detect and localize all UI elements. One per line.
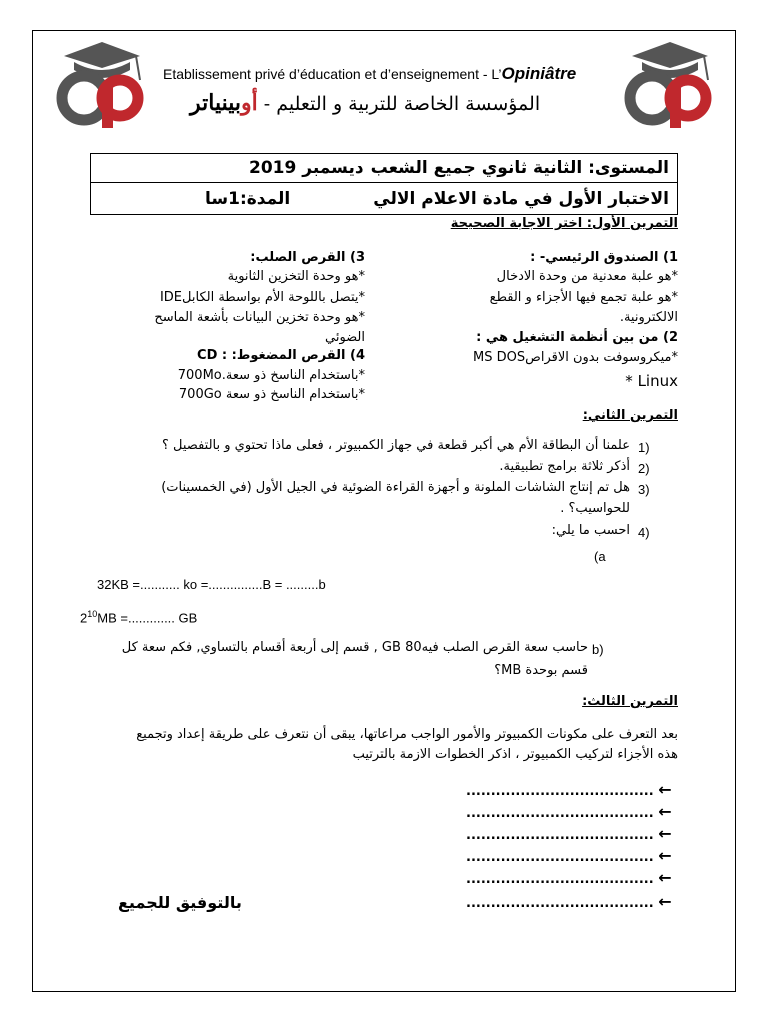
answer-line-3 bbox=[466, 824, 672, 843]
ex2-num-1: 1) bbox=[638, 440, 650, 455]
answer-dots: ...................................... bbox=[466, 872, 654, 887]
ex3-line-2: هذه الأجزاء لتركيب الكمبيوتر ، اذكر الخطوات الازمة بالترتيب bbox=[352, 747, 678, 762]
exam-title: الاختبار الأول في مادة الاعلام الالي bbox=[373, 188, 669, 209]
ex1-q1-b: *هو علبة تجمع فيها الأجزاء و القطع bbox=[489, 290, 678, 305]
header-french bbox=[163, 64, 576, 84]
ex2-qb: حاسب سعة القرص الصلب فيه80 GB , قسم إلى أربعة أقسام بالتساوي, فكم سعة كل bbox=[121, 640, 588, 655]
ex1-q2-a: *ميكروسوفت بدون الاقراصMS DOS bbox=[473, 350, 678, 365]
arrow-icon: ← bbox=[658, 802, 672, 821]
header-arabic bbox=[190, 90, 540, 116]
header-french-brand: Opiniâtre bbox=[501, 64, 577, 83]
ex1-q4: 4) القرص المضغوط: : CD bbox=[197, 348, 365, 363]
ex2-sub-b: b) bbox=[592, 642, 604, 657]
ex1-q4-a: *باستخدام الناسخ ذو سعة.700Mo bbox=[177, 368, 365, 383]
header-arabic-brand bbox=[190, 90, 258, 116]
answer-dots: ...................................... bbox=[466, 850, 654, 865]
answer-dots: ...................................... bbox=[466, 896, 654, 911]
ex3-line-1: بعد التعرف على مكونات الكمبيوتر والأمور الواجب مراعاتها، يبقى أن نتعرف على طريقة إعداد وتجميع bbox=[136, 727, 678, 742]
ex1-q3-a: *هو وحدة التخزين الثانوية bbox=[227, 269, 365, 284]
ex2-sub-a: (a bbox=[594, 549, 606, 564]
exam-date: ديسمبر 2019 bbox=[249, 158, 364, 178]
answer-dots: ...................................... bbox=[466, 806, 654, 821]
ex1-q1: 1) الصندوق الرئيسي- : bbox=[530, 250, 678, 265]
answer-line-2 bbox=[466, 802, 672, 821]
ex2-q3: هل تم إنتاج الشاشات الملونة و أجهزة القراءة الضوئية في الجيل الأول (في الخمسينات) bbox=[161, 480, 630, 495]
ex2-calc-2-base: 2 bbox=[80, 610, 88, 626]
ex1-q4-b: *باستخدام الناسخ ذو سعة 700Go bbox=[178, 387, 365, 402]
answer-dots: ...................................... bbox=[466, 828, 654, 843]
ex1-title: التمرين الأول: اختر الاجابة الصحيحة bbox=[450, 216, 678, 231]
ex2-title: التمرين الثاني: bbox=[582, 408, 678, 423]
ex2-num-4: 4) bbox=[638, 525, 650, 540]
ex1-q3-b: *يتصل باللوحة الأم بواسطة الكابلIDE bbox=[159, 290, 365, 305]
ex1-q2-b: Linux * bbox=[625, 372, 678, 390]
ex2-calc-2 bbox=[80, 609, 197, 625]
exam-title-box bbox=[90, 183, 678, 215]
header-arabic-text: المؤسسة الخاصة للتربية و التعليم - bbox=[257, 93, 541, 115]
exam-level: المستوى: الثانية ثانوي جميع الشعب bbox=[370, 158, 669, 178]
ex1-q3-c2: الضوئي bbox=[324, 330, 365, 345]
arrow-icon: ← bbox=[658, 892, 672, 911]
ex1-q3-c: *هو وحدة تخزين البيانات بأشعة الماسح bbox=[154, 310, 365, 325]
header-french-text: Etablissement privé d’éducation et d’enseignement - L’ bbox=[163, 66, 502, 82]
ex2-q2: أذكر ثلاثة برامج تطبيقية. bbox=[499, 459, 630, 474]
arrow-icon: ← bbox=[658, 824, 672, 843]
ex1-q1-b2: الالكترونية. bbox=[619, 310, 678, 325]
ex2-num-3: 3) bbox=[638, 482, 650, 497]
arrow-icon: ← bbox=[658, 868, 672, 887]
answer-line-5 bbox=[466, 868, 672, 887]
ex2-q3b: للحواسيب؟ . bbox=[560, 501, 630, 516]
arrow-icon: ← bbox=[658, 780, 672, 799]
answer-line-1 bbox=[466, 780, 672, 799]
ex2-calc-2-exp: 10 bbox=[87, 609, 98, 619]
ex2-num-2: 2) bbox=[638, 461, 650, 476]
ex2-qb2: قسم بوحدة MB؟ bbox=[494, 663, 588, 678]
ex3-title: التمرين الثالث: bbox=[582, 694, 678, 709]
ex1-q1-a: *هو علبة معدنية من وحدة الادخال bbox=[496, 269, 678, 284]
ex2-calc-2-rest: MB =............. GB bbox=[97, 610, 198, 626]
school-logo-left bbox=[44, 34, 156, 134]
header-arabic-brand-rest: بينياتر bbox=[190, 90, 242, 116]
answer-line-6 bbox=[466, 892, 672, 911]
ex2-calc-1: 32KB =........... ko =...............B = .........b bbox=[97, 577, 326, 592]
ex1-q3: 3) القرص الصلب: bbox=[250, 250, 365, 265]
header-arabic-brand-red: أو bbox=[241, 90, 258, 116]
exam-level-box bbox=[90, 153, 678, 183]
school-logo-right bbox=[612, 34, 724, 134]
ex1-q2: 2) من بين أنظمة التشغيل هي : bbox=[476, 330, 678, 345]
ex2-q1: علمنا أن البطاقة الأم هي أكبر قطعة في جهاز الكمبيوتر ، فعلى ماذا تحتوي و بالتفصيل ؟ bbox=[162, 438, 630, 453]
answer-line-4 bbox=[466, 846, 672, 865]
closing-message: بالتوفيق للجميع bbox=[118, 893, 242, 912]
ex2-q4: احسب ما يلي: bbox=[551, 523, 630, 538]
exam-duration: المدة:1سا bbox=[205, 188, 291, 209]
arrow-icon: ← bbox=[658, 846, 672, 865]
answer-dots: ...................................... bbox=[466, 784, 654, 799]
